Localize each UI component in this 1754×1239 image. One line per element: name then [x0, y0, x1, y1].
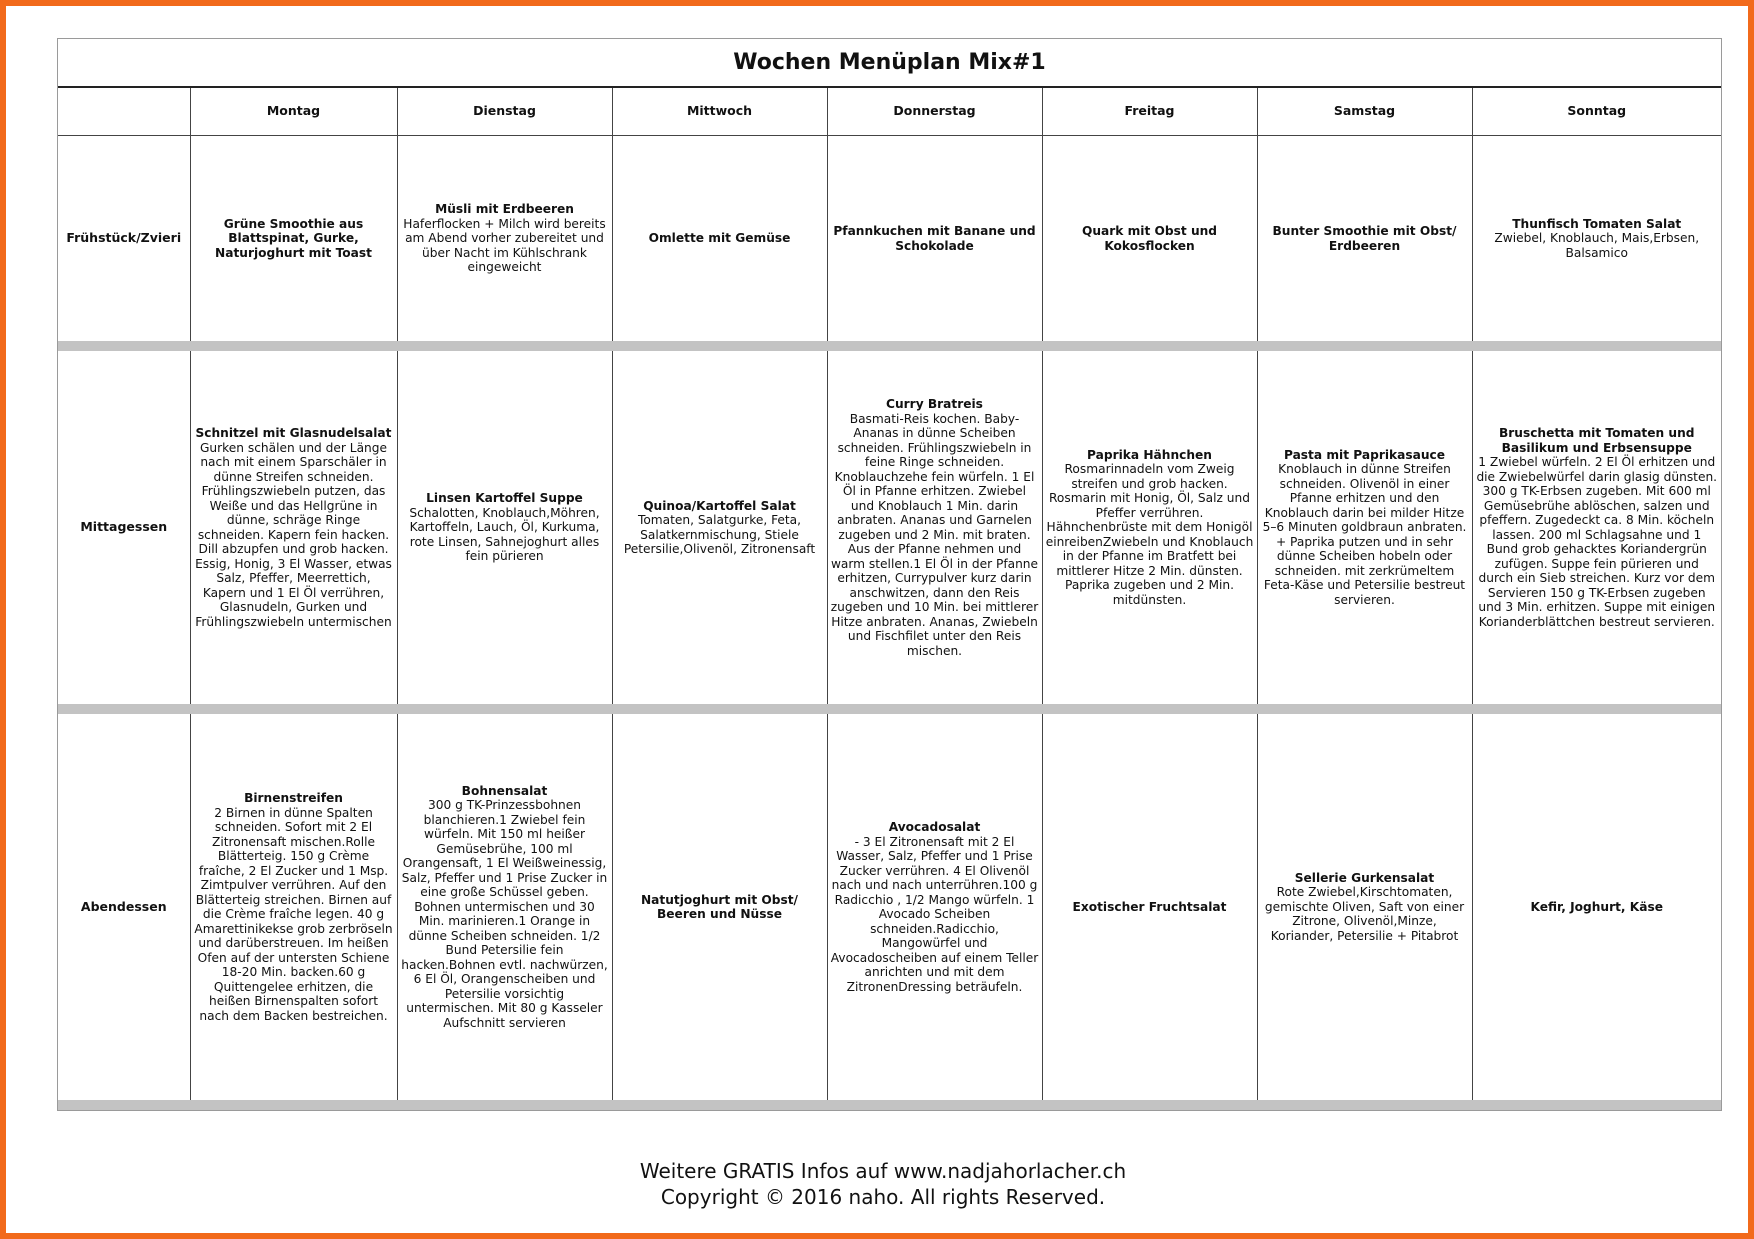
meal-cell — [612, 351, 827, 704]
dish-name: Kefir, Joghurt, Käse — [1530, 899, 1663, 914]
meal-cell — [190, 136, 397, 342]
meal-label: Abendessen — [58, 714, 190, 1100]
separator-bar — [58, 341, 1721, 351]
meal-cell — [397, 714, 612, 1100]
menu-table — [58, 88, 1721, 1110]
meal-cell — [1472, 136, 1721, 342]
meal-cell — [1472, 351, 1721, 704]
dish-name: Müsli mit Erdbeeren — [435, 202, 574, 217]
dish-description: Basmati-Reis kochen. Baby-Ananas in dünne Scheiben schneiden. Frühlingszwiebeln in feine Ringe schneiden. Knoblauchzehe fein würfeln. 1 El Öl in Pfanne erhitzen. Zwiebel und Knoblauch 1 Min. darin anbraten. Ananas und Garnelen zugeben und 2 Min. mit braten. Aus der Pfanne nehmen und warm stellen.1 El Öl in der Pfanne erhitzen, Currypulver kurz darin anschwitzen, dann den Reis zugeben und 10 Min. bei mittlerer Hitze anbraten. Ananas, Zwiebeln und Fischfilet unter den Reis mischen. — [830, 411, 1039, 658]
dish-name: Linsen Kartoffel Suppe — [426, 491, 583, 506]
meal-cell — [1042, 714, 1257, 1100]
meal-cell — [827, 714, 1042, 1100]
day-header: Dienstag — [397, 88, 612, 136]
meal-row — [58, 136, 1721, 342]
meal-cell — [1257, 351, 1472, 704]
day-header: Freitag — [1042, 88, 1257, 136]
meal-cell — [190, 351, 397, 704]
meal-cell — [612, 714, 827, 1100]
day-header: Donnerstag — [827, 88, 1042, 136]
dish-description: Rote Zwiebel,Kirschtomaten, gemischte Oliven, Saft von einer Zitrone, Olivenöl,Minze, Koriander, Petersilie + Pitabrot — [1264, 885, 1465, 943]
meal-cell — [1042, 136, 1257, 342]
footer — [6, 1158, 1754, 1210]
dish-name: Natutjoghurt mit Obst/ Beeren und Nüsse — [640, 892, 799, 921]
dish-name: Schnitzel mit Glasnudelsalat — [195, 426, 392, 440]
separator-bar — [58, 1100, 1721, 1110]
dish-name: Pfannkuchen mit Banane und Schokolade — [833, 224, 1036, 253]
dish-description: Rosmarinnadeln vom Zweig streifen und grob hacken. Rosmarin mit Honig, Öl, Salz und Pfeffer verrühren. Hähnchenbrüste mit dem Honigöl einreibenZwiebeln und Knoblauch in der Pfanne im Bratfett bei mittlerer Hitze 2 Min. dünsten. Paprika zugeben und 2 Min. mitdünsten. — [1045, 462, 1254, 607]
day-header: Mittwoch — [612, 88, 827, 136]
dish-name: Sellerie Gurkensalat — [1294, 870, 1435, 885]
dish-description: Zwiebel, Knoblauch, Mais,Erbsen, Balsamico — [1494, 231, 1700, 260]
dish-description: 300 g TK-Prinzessbohnen blanchieren.1 Zwiebel fein würfeln. Mit 150 ml heißer Gemüsebrühe, 100 ml Orangensaft, 1 El Weißweinessig, Salz, Pfeffer und 1 Prise Zucker in eine große Schüssel geben. Bohnen untermischen und 30 Min. marinieren.1 Orange in dünne Scheiben schneiden. 1/2 Bund Petersilie fein hacken.Bohnen evtl. nachwürzen, 6 El Öl, Orangenscheiben und Petersilie vorsichtig untermischen. Mit 80 g Kasseler Aufschnitt servieren — [401, 798, 608, 1030]
dish-description: Tomaten, Salatgurke, Feta, Salatkernmischung, Stiele Petersilie,Olivenöl, Zitronensaft — [623, 513, 816, 556]
meal-cell — [397, 351, 612, 704]
meal-row — [58, 714, 1721, 1100]
menu-plan — [57, 38, 1722, 1111]
day-header: Montag — [190, 88, 397, 136]
meal-cell — [1472, 714, 1721, 1100]
row-separator — [58, 1100, 1721, 1110]
meal-cell — [1257, 714, 1472, 1100]
row-separator — [58, 704, 1721, 714]
dish-name: Bruschetta mit Tomaten und Basilikum und Erbsensuppe — [1498, 426, 1695, 455]
meal-cell — [827, 136, 1042, 342]
day-header: Samstag — [1257, 88, 1472, 136]
dish-name: Paprika Hähnchen — [1087, 447, 1212, 462]
dish-description: Gurken schälen und der Länge nach mit einem Sparschäler in dünne Streifen schneiden. Frühlingszwiebeln putzen, das Weiße und das Hellgrüne in dünne, schräge Ringe schneiden. Kapern fein hacken. Dill abzupfen und grob hacken. Essig, Honig, 3 El Wasser, etwas Salz, Pfeffer, Meerrettich, Kapern und 1 El Öl verrühren, Glasnudeln, Gurken und Frühlingszwiebeln untermischen — [195, 440, 392, 629]
plan-title: Wochen Menüplan Mix#1 — [58, 39, 1721, 88]
day-header: Sonntag — [1472, 88, 1721, 136]
dish-name: Avocadosalat — [888, 820, 981, 834]
dish-name: Bohnensalat — [461, 783, 548, 798]
dish-name: Birnenstreifen — [244, 791, 343, 805]
dish-name: Pasta mit Paprikasauce — [1283, 447, 1446, 462]
dish-description: Knoblauch in dünne Streifen schneiden. Olivenöl in einer Pfanne erhitzen und den Knoblauch darin bei milder Hitze 5–6 Minuten goldbraun anbraten. + Paprika putzen und in sehr dünne Scheiben hobeln oder schneiden. mit zerkrümeltem Feta-Käse und Petersilie bestreut servieren. — [1262, 462, 1467, 607]
meal-row — [58, 351, 1721, 704]
meal-cell — [190, 714, 397, 1100]
dish-name: Exotischer Fruchtsalat — [1072, 899, 1227, 914]
meal-cell — [1042, 351, 1257, 704]
meal-label: Frühstück/Zvieri — [58, 136, 190, 342]
page — [6, 6, 1748, 1233]
meal-label: Mittagessen — [58, 351, 190, 704]
dish-name: Curry Bratreis — [886, 397, 983, 411]
meal-cell — [397, 136, 612, 342]
dish-description: 1 Zwiebel würfeln. 2 El Öl erhitzen und die Zwiebelwürfel darin glasig dünsten. 300 g TK-Erbsen zugeben. Mit 600 ml Gemüsebrühe ablöschen, salzen und pfeffern. Zugedeckt ca. 8 Min. köcheln lassen. 200 ml Schlagsahne und 1 Bund grob gehacktes Koriandergrün zufügen. Suppe fein pürieren und durch ein Sieb streichen. Kurz vor dem Servieren 150 g TK-Erbsen zugeben und 3 Min. erhitzen. Suppe mit einigen Korianderblättchen bestreut servieren. — [1476, 455, 1718, 629]
dish-name: Quinoa/Kartoffel Salat — [643, 498, 796, 513]
meal-cell — [1257, 136, 1472, 342]
meal-cell — [612, 136, 827, 342]
dish-name: Thunfisch Tomaten Salat — [1512, 216, 1682, 231]
header-corner — [58, 88, 190, 136]
header-row — [58, 88, 1721, 136]
dish-description: - 3 El Zitronensaft mit 2 El Wasser, Salz, Pfeffer und 1 Prise Zucker verrühren. 4 El Olivenöl nach und nach unterrühren.100 g Radicchio , 1/2 Mango würfeln. 1 Avocado Scheiben schneiden.Radicchio, Mangowürfel und Avocadoscheiben auf einem Teller anrichten und mit dem ZitronenDressing beträufeln. — [830, 834, 1039, 994]
meal-cell — [827, 351, 1042, 704]
footer-info: Weitere GRATIS Infos auf www.nadjahorlacher.ch — [639, 1159, 1127, 1183]
dish-name: Bunter Smoothie mit Obst/ Erdbeeren — [1272, 224, 1457, 253]
dish-description: 2 Birnen in dünne Spalten schneiden. Sofort mit 2 El Zitronensaft mischen.Rolle Blätterteig. 150 g Crème fraîche, 2 El Zucker und 1 Msp. Zimtpulver verrühren. Auf den Blätterteig streichen. Birnen auf die Crème fraîche legen. 40 g Amarettinikekse grob zerbröseln und darüberstreuen. Im heißen Ofen auf der untersten Schiene 18-20 Min. backen.60 g Quittengelee erhitzen, die heißen Birnenspalten sofort nach dem Backen bestreichen. — [194, 805, 393, 1023]
footer-copyright: Copyright © 2016 naho. All rights Reserved. — [660, 1185, 1106, 1209]
row-separator — [58, 341, 1721, 351]
dish-description: Schalotten, Knoblauch,Möhren, Kartoffeln, Lauch, Öl, Kurkuma, rote Linsen, Sahnejoghurt alles fein pürieren — [409, 505, 600, 564]
dish-description: Haferflocken + Milch wird bereits am Abend vorher zubereitet und über Nacht im Kühlschrank eingeweicht — [403, 216, 606, 275]
separator-bar — [58, 704, 1721, 714]
dish-name: Omlette mit Gemüse — [648, 231, 791, 246]
dish-name: Quark mit Obst und Kokosflocken — [1081, 224, 1218, 253]
dish-name: Grüne Smoothie aus Blattspinat, Gurke, Naturjoghurt mit Toast — [215, 216, 372, 260]
